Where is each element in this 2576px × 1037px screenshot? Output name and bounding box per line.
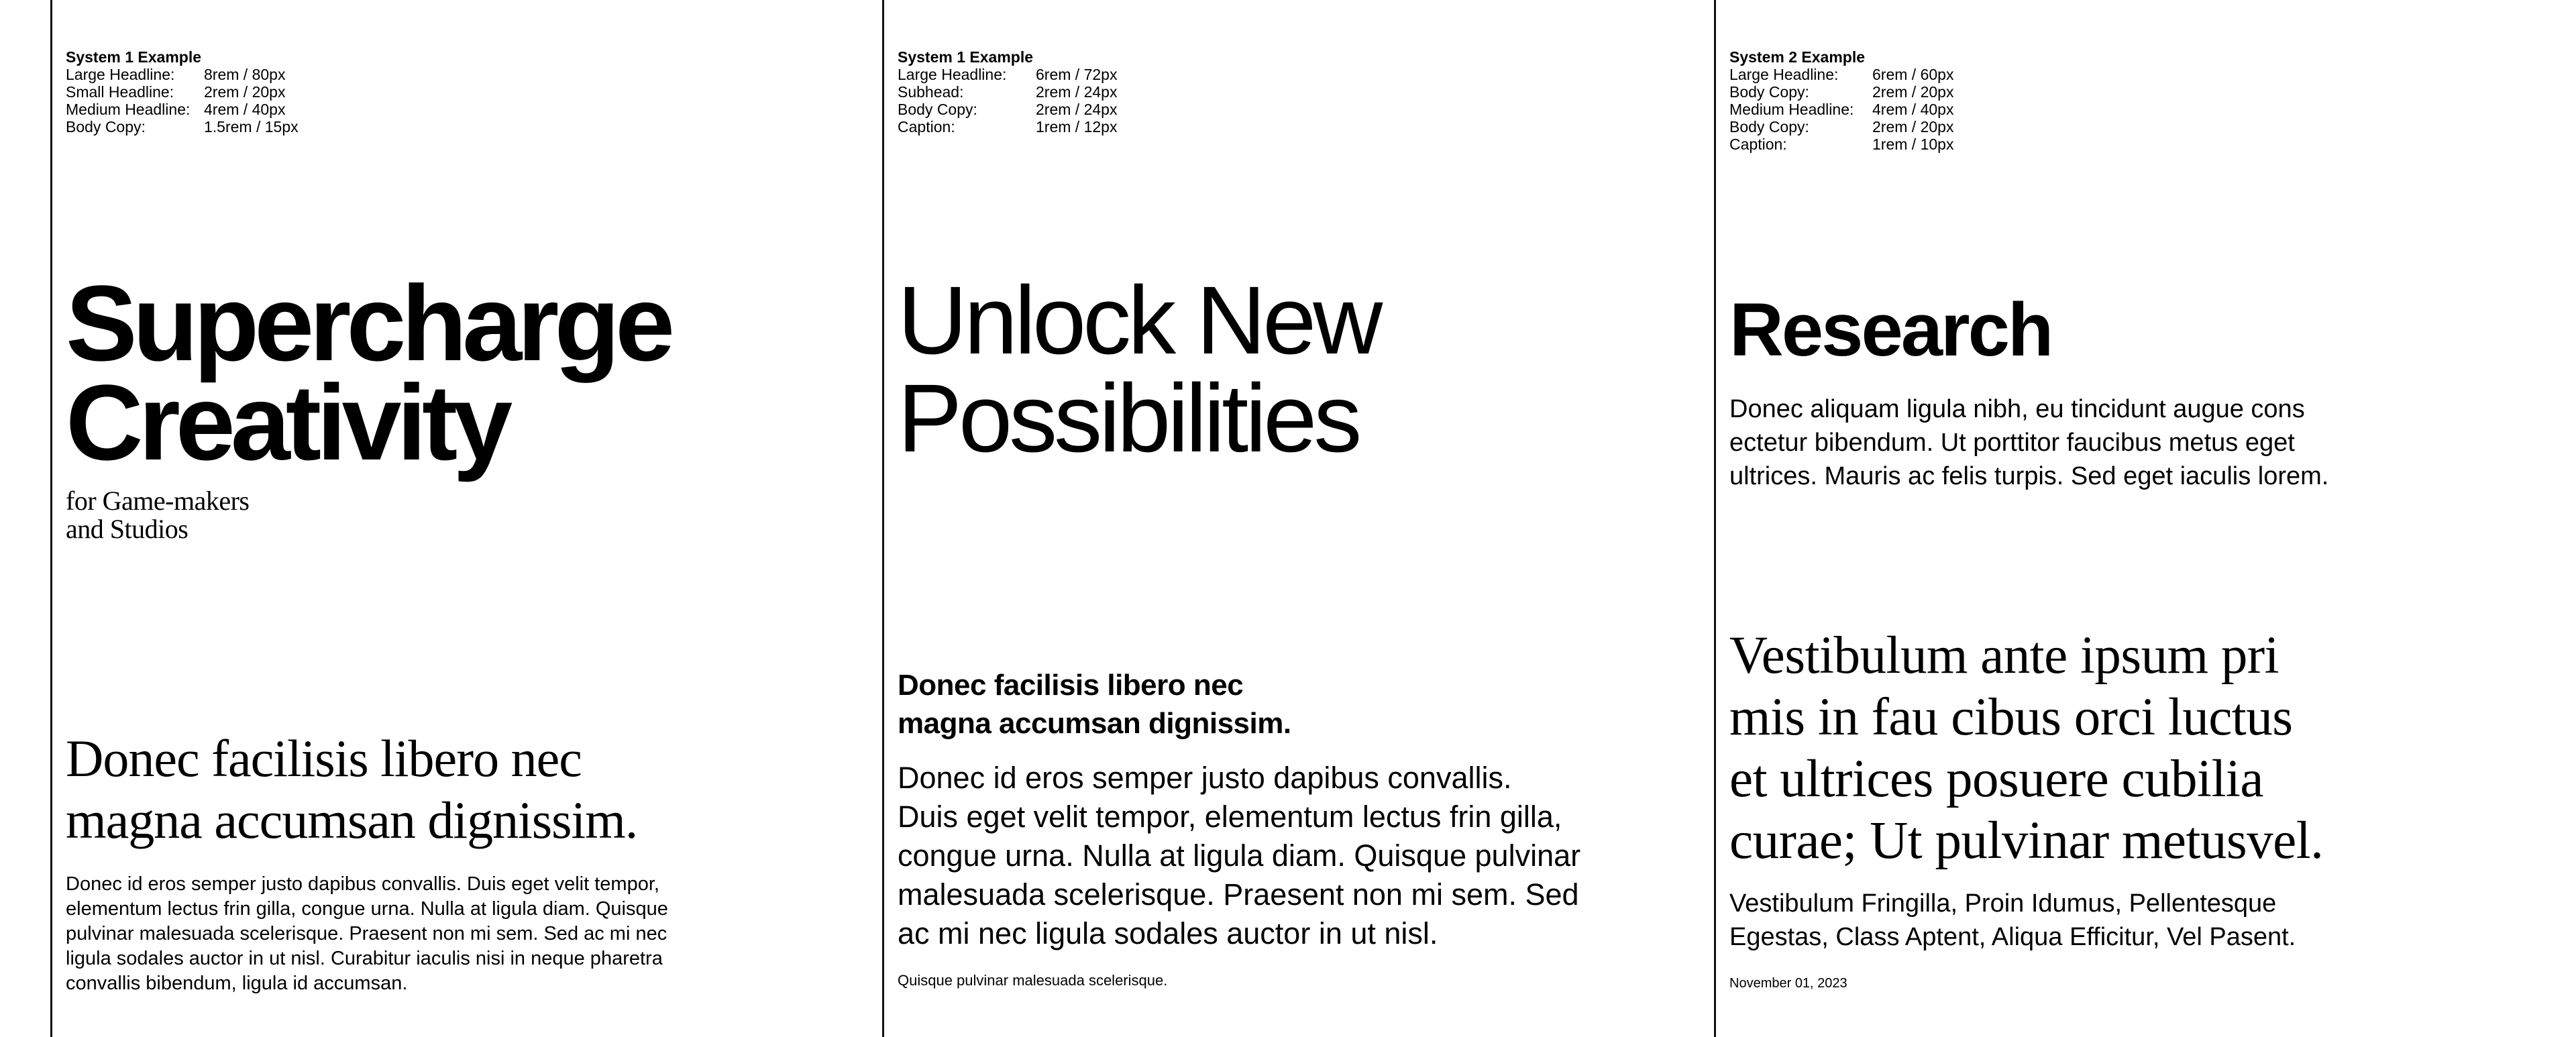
spec-label: Body Copy:	[898, 101, 977, 118]
spec-value: 1.5rem / 15px	[204, 118, 299, 135]
type-system-panel-3	[1729, 0, 2508, 1037]
headline-line: Unlock New	[898, 266, 1380, 374]
spec-label: Large Headline:	[66, 66, 175, 83]
spec-row	[66, 118, 299, 135]
spec-label: Subhead:	[898, 83, 964, 101]
medium-headline	[1729, 625, 2534, 872]
subhead-line: for Game-makers	[66, 486, 250, 516]
spec-value: 4rem / 40px	[1872, 101, 1954, 118]
spec-row	[66, 101, 286, 118]
spec-value: 2rem / 20px	[1872, 83, 1954, 101]
body-copy: Donec id eros semper justo dapibus convallis. Duis eget velit tempor, elementum lectus frin gilla, congue urna. Nulla at ligula diam. Quisque pulvinar malesuada scelerisque. Praesent non mi sem. Sed ac mi nec ligula sodales auctor in ut nisl. Curabitur iaculis nisi in neque pharetra convallis bibendum, ligula id accumsan.	[66, 873, 668, 994]
body-copy	[898, 759, 1662, 953]
spec-row	[1729, 101, 1954, 118]
spec-value: 2rem / 24px	[1036, 101, 1118, 118]
spec-row	[898, 101, 1118, 118]
spec-value: 2rem / 20px	[1872, 118, 1954, 135]
spec-label: Medium Headline:	[1729, 101, 1854, 118]
caption: Quisque pulvinar malesuada scelerisque.	[898, 972, 1168, 989]
spec-row	[1729, 118, 1954, 135]
spec-row	[1729, 83, 1954, 101]
body-line: ultrices. Mauris ac felis turpis. Sed eget iaculis lorem.	[1729, 462, 2329, 490]
headline-line: Supercharge	[66, 263, 671, 383]
body-line: Donec id eros semper justo dapibus convallis.	[898, 761, 1512, 795]
medium-headline-line: Vestibulum ante ipsum pri	[1729, 626, 2279, 685]
spec-label: Medium Headline:	[66, 101, 191, 118]
body-copy-secondary	[1729, 887, 2296, 954]
body-copy	[1729, 392, 2501, 493]
spec-row	[66, 66, 286, 83]
medium-headline-line: Donec facilisis libero nec	[66, 729, 582, 787]
type-system-panel-1	[66, 0, 830, 1037]
spec-value: 2rem / 20px	[204, 83, 286, 101]
type-spec-table	[898, 48, 1118, 135]
spec-label: Body Copy:	[66, 118, 146, 135]
spec-row	[898, 66, 1118, 83]
spec-value: 2rem / 24px	[1036, 83, 1118, 101]
spec-label: Large Headline:	[1729, 66, 1839, 83]
body-line: Duis eget velit tempor, elementum lectus frin gilla,	[898, 800, 1562, 834]
body-line: congue urna. Nulla at ligula diam. Quisque pulvinar	[898, 838, 1581, 873]
column-divider	[882, 0, 884, 1037]
subhead-line: Donec facilisis libero nec	[898, 669, 1244, 702]
spec-value: 4rem / 40px	[204, 101, 286, 118]
spec-value: 6rem / 72px	[1036, 66, 1118, 83]
spec-row	[898, 83, 1118, 101]
large-headline: Research	[1729, 288, 2052, 372]
type-spec-table	[66, 48, 299, 135]
spec-value: 1rem / 12px	[1036, 118, 1118, 135]
spec-value: 1rem / 10px	[1872, 135, 1954, 153]
medium-headline-line: curae; Ut pulvinar metusvel.	[1729, 812, 2324, 870]
medium-headline-line: magna accumsan dignissim.	[66, 791, 638, 849]
headline-line: Creativity	[66, 362, 508, 482]
body-line: Vestibulum Fringilla, Proin Idumus, Pellentesque	[1729, 889, 2277, 918]
medium-headline-line: mis in fau cibus orci luctus	[1729, 688, 2293, 747]
column-divider	[1714, 0, 1716, 1037]
spec-value: 8rem / 80px	[204, 66, 286, 83]
column-divider	[50, 0, 52, 1037]
subhead-line: and Studios	[66, 514, 189, 544]
spec-title: System 2 Example	[1729, 48, 1866, 66]
spec-row	[1729, 66, 1954, 83]
spec-row	[898, 118, 1118, 135]
spec-label: Body Copy:	[1729, 118, 1809, 135]
body-line: Donec aliquam ligula nibh, eu tincidunt augue cons	[1729, 395, 2305, 423]
spec-value: 6rem / 60px	[1872, 66, 1954, 83]
subhead	[898, 666, 1291, 743]
large-headline	[898, 266, 1380, 472]
spec-label: Caption:	[898, 118, 955, 135]
caption-date: November 01, 2023	[1729, 976, 1847, 991]
spec-label: Caption:	[1729, 135, 1787, 153]
large-headline	[66, 263, 671, 482]
type-system-panel-2	[898, 0, 1662, 1037]
spec-label: Large Headline:	[898, 66, 1007, 83]
headline-line: Possibilities	[898, 364, 1359, 472]
body-line: Egestas, Class Aptent, Aliqua Efficitur, Vel Pasent.	[1729, 923, 2296, 951]
spec-row	[66, 83, 286, 101]
body-line: malesuada scelerisque. Praesent non mi sem. Sed	[898, 877, 1579, 912]
spec-label: Body Copy:	[1729, 83, 1809, 101]
spec-title: System 1 Example	[898, 48, 1034, 66]
body-line: ac mi nec ligula sodales auctor in ut nisl.	[898, 916, 1438, 950]
medium-headline-line: et ultrices posuere cubilia	[1729, 750, 2263, 808]
body-line: ectetur bibendum. Ut porttitor faucibus metus eget	[1729, 429, 2295, 457]
medium-headline	[66, 728, 637, 851]
type-spec-table	[1729, 48, 1954, 153]
subhead-line: magna accumsan dignissim.	[898, 707, 1291, 740]
spec-row	[1729, 135, 1954, 153]
small-headline	[66, 487, 249, 543]
spec-label: Small Headline:	[66, 83, 174, 101]
spec-title: System 1 Example	[66, 48, 202, 66]
